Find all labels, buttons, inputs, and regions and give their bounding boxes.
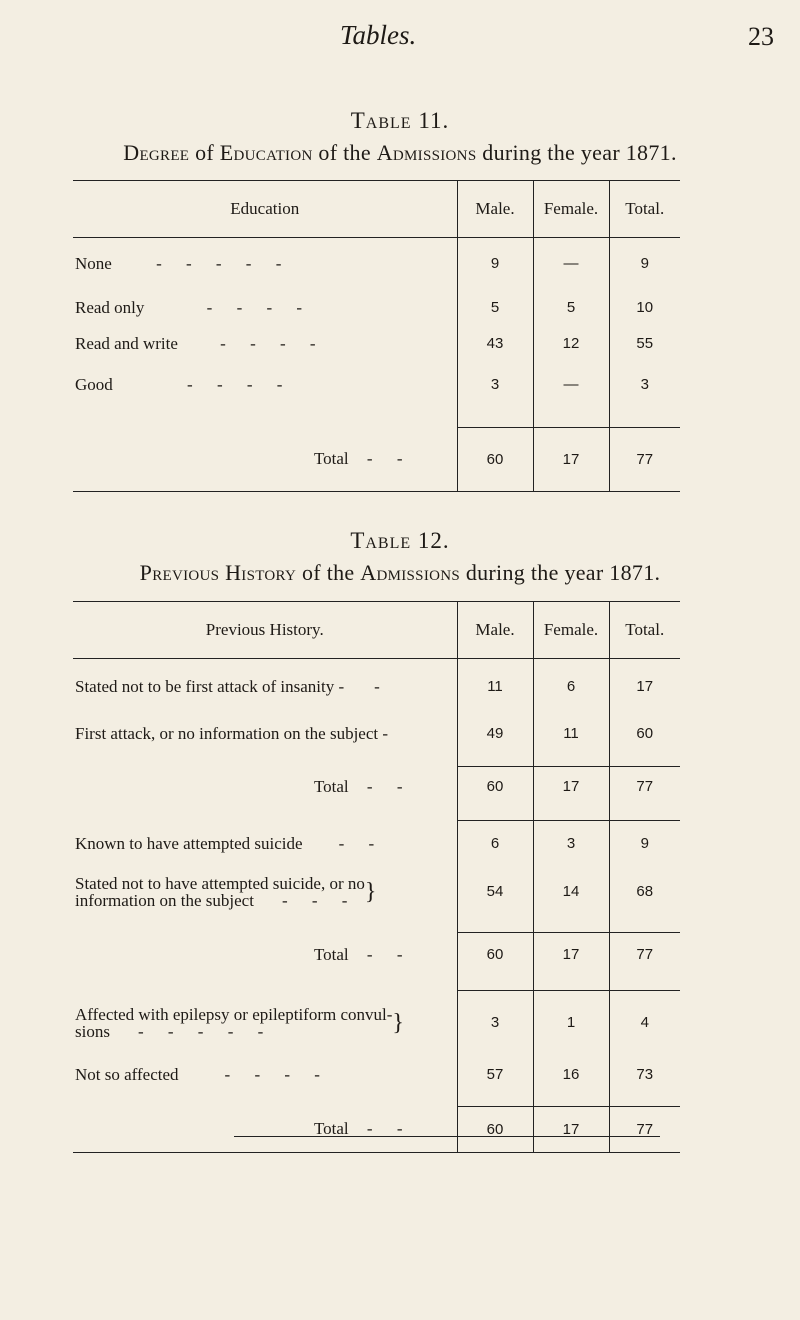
header-total: Total.: [609, 181, 680, 238]
cell-male: 3: [457, 362, 533, 408]
header-female: Female.: [533, 181, 609, 238]
closing-rule: [234, 1136, 660, 1137]
table-row: [73, 326, 680, 362]
table-12-grid: [73, 601, 680, 1153]
table-header-row: [73, 602, 680, 659]
cell-total: 68: [609, 867, 680, 917]
row-label: First attack, or no information on the subject -: [75, 723, 389, 743]
table-row: [73, 867, 680, 917]
cell-female: 3: [533, 821, 609, 867]
total-female: 17: [533, 1107, 609, 1153]
cell-total: 3: [609, 362, 680, 408]
table-12-label: Table 12.: [350, 528, 450, 553]
cell-total: 55: [609, 326, 680, 362]
header-previous-history: Previous History.: [73, 602, 457, 659]
table-row: [73, 290, 680, 326]
cell-female: 5: [533, 290, 609, 326]
page-number: 23: [748, 22, 774, 51]
total-male: 60: [457, 933, 533, 977]
table-11-grid: [73, 180, 680, 492]
total-label: Total - -: [313, 1119, 413, 1139]
cell-male: 43: [457, 326, 533, 362]
cell-total: 4: [609, 991, 680, 1055]
cell-female: 14: [533, 867, 609, 917]
table-row: [73, 238, 680, 290]
table-row: [73, 659, 680, 715]
row-label: Stated not to have attempted suicide, or no information on the subject - - - }: [75, 873, 377, 910]
cell-total: 9: [609, 821, 680, 867]
cell-male: 49: [457, 715, 533, 753]
table-11-caption: [0, 108, 800, 166]
header-male: Male.: [457, 181, 533, 238]
total-total: 77: [609, 428, 680, 492]
table-11-label: Table 11.: [350, 108, 450, 133]
table-11-title: Degree of Education of the Admissions during the year 1871.: [123, 140, 677, 165]
header-total: Total.: [609, 602, 680, 659]
row-label: Known to have attempted suicide - -: [75, 833, 385, 853]
total-row: [73, 767, 680, 807]
row-label: Affected with epilepsy or epileptiform convul- sions - - - - - }: [75, 1004, 404, 1041]
cell-total: 73: [609, 1055, 680, 1095]
table-row: [73, 991, 680, 1055]
row-label: Good - - - -: [75, 374, 293, 394]
row-label: Stated not to be first attack of insanity - -: [75, 676, 390, 696]
cell-male: 6: [457, 821, 533, 867]
cell-female: —: [533, 362, 609, 408]
total-female: 17: [533, 767, 609, 807]
table-12-caption: [0, 528, 800, 586]
cell-male: 54: [457, 867, 533, 917]
row-label: None - - - - -: [75, 253, 292, 273]
total-label: Total - -: [313, 944, 413, 964]
total-male: 60: [457, 767, 533, 807]
total-row: [73, 933, 680, 977]
total-row: [73, 1107, 680, 1153]
cell-total: 9: [609, 238, 680, 290]
table-header-row: [73, 181, 680, 238]
total-total: 77: [609, 767, 680, 807]
table-row: [73, 1055, 680, 1095]
table-12-title: Previous History of the Admissions during the year 1871.: [139, 560, 661, 585]
total-male: 60: [457, 1107, 533, 1153]
total-label: Total - -: [313, 776, 413, 796]
total-row: [73, 428, 680, 492]
cell-female: 11: [533, 715, 609, 753]
cell-male: 9: [457, 238, 533, 290]
total-female: 17: [533, 428, 609, 492]
cell-female: 16: [533, 1055, 609, 1095]
cell-male: 5: [457, 290, 533, 326]
table-row: [73, 821, 680, 867]
running-title: Tables.: [340, 20, 417, 50]
total-total: 77: [609, 1107, 680, 1153]
table-row: [73, 362, 680, 408]
cell-female: 1: [533, 991, 609, 1055]
total-total: 77: [609, 933, 680, 977]
cell-total: 17: [609, 659, 680, 715]
table-row: [73, 715, 680, 753]
total-female: 17: [533, 933, 609, 977]
row-label: Read and write - - - -: [75, 333, 326, 353]
cell-total: 10: [609, 290, 680, 326]
cell-female: —: [533, 238, 609, 290]
cell-total: 60: [609, 715, 680, 753]
page-header: [0, 20, 800, 60]
row-label: Not so affected - - - -: [75, 1064, 330, 1084]
cell-female: 12: [533, 326, 609, 362]
cell-male: 11: [457, 659, 533, 715]
header-female: Female.: [533, 602, 609, 659]
brace-icon: }: [392, 1009, 404, 1036]
cell-male: 57: [457, 1055, 533, 1095]
brace-icon: }: [364, 878, 377, 905]
header-male: Male.: [457, 602, 533, 659]
cell-female: 6: [533, 659, 609, 715]
total-label: Total - -: [313, 449, 413, 469]
total-male: 60: [457, 428, 533, 492]
header-education: Education: [73, 181, 457, 238]
row-label: Read only - - - -: [75, 297, 313, 317]
cell-male: 3: [457, 991, 533, 1055]
